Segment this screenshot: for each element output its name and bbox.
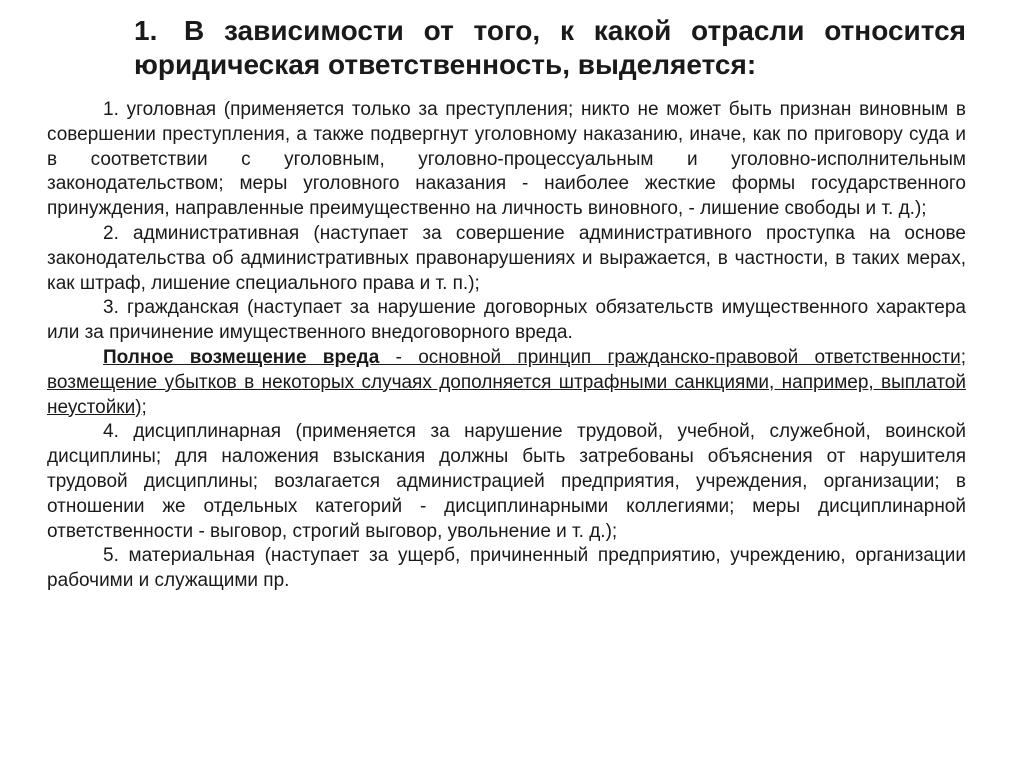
title-text: В зависимости от того, к какой отрасли относится юридическая ответственность, выделяется: — [134, 15, 966, 80]
slide-title — [134, 14, 966, 82]
paragraph-civil: 3. гражданская (наступает за нарушение договорных обязательств имущественного характера или за причинение имущественного внедоговорного вреда. — [47, 297, 966, 344]
paragraph-full-compensation — [47, 346, 966, 420]
full-compensation-term: Полное возмещение вреда — [103, 346, 380, 368]
paragraph-administrative: 2. административная (наступает за совершение административного проступка на основе законодательства об административных правонарушениях и выражается, в частности, в таких мерах, как штраф, лишение специального права и т. п.); — [47, 222, 966, 294]
paragraph-material: 5. материальная (наступает за ущерб, причиненный предприятию, учреждению, организации рабочими и служащими пр. — [47, 545, 966, 592]
title-number: 1. — [134, 15, 158, 46]
paragraph-disciplinary: 4. дисциплинарная (применяется за нарушение трудовой, учебной, служебной, воинской дисциплины; для наложения взыскания должны быть затребованы объяснения от нарушителя трудовой дисциплины; возлагается администрацией предприятия, учреждения, организации; в отношении же отдельных категорий - дисциплинарными коллегиями; меры дисциплинарной ответственности - выговор, строгий выговор, увольнение и т. д.); — [47, 421, 966, 542]
paragraph-criminal: 1. уголовная (применяется только за преступления; никто не может быть признан виновным в совершении преступления, а также подвергнут уголовному наказанию, иначе, как по приговору суда и в соответствии с уголовным, уголовно-процессуальным и уголовно-исполнительным законодательством; меры уголовного наказания - наиболее жесткие формы государственного принуждения, направленные преимущественно на личность виновного, - лишение свободы и т. д.); — [47, 99, 966, 220]
slide-body — [47, 98, 966, 594]
full-compensation-text: - основной принцип гражданско-правовой ответственности; возмещение убытков в некоторых случаях дополняется штрафными санкциями, например, выплатой неустойки); — [47, 346, 966, 418]
